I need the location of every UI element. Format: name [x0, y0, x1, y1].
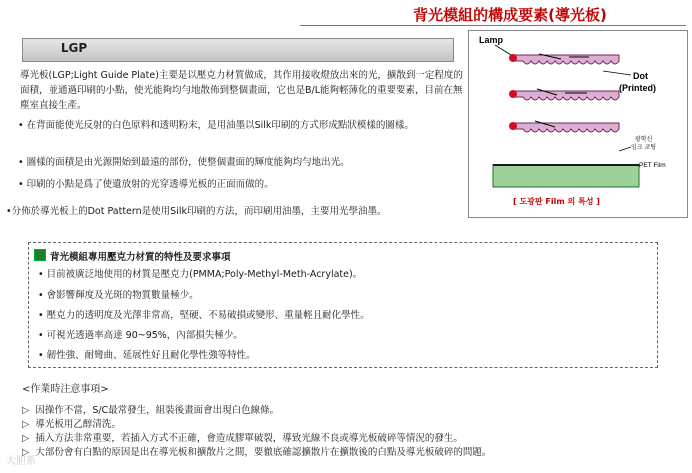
light-guide-plate-1: [513, 54, 619, 64]
dot-leader: [603, 71, 631, 75]
pet-film-shape: [493, 165, 639, 187]
requirement-item-1: • 目前被廣泛地使用的材質是壓克力(PMMA;Poly-Methyl-Meth-Acrylate)。: [38, 269, 363, 280]
green-square-icon: [34, 249, 46, 261]
requirement-item-3: • 壓克力的透明度及光澤非常高，堅硬、不易破損或變形、重量輕且耐化學性。: [38, 310, 370, 321]
lamp-label: Lamp: [479, 35, 504, 45]
notes-title: <作業時注意事項>: [22, 384, 109, 395]
title-divider: [300, 25, 686, 26]
requirement-item-2: • 會影響輝度及光斑的物質數量極少。: [38, 290, 199, 301]
note-text-4: 大部份會有白點的原因是出在導光板和擴散片之間，要徹底確認擴散片在擴散後的白點及導光板破碎的問題。: [35, 447, 492, 458]
lamp-leader: [495, 45, 511, 55]
requirement-item-4: • 可視光透過率高達 90~95%，內部損失極少。: [38, 330, 243, 341]
lgp-header-bar: [22, 38, 454, 62]
pet-film-label: PET Film: [639, 162, 666, 169]
coating-leader: [619, 147, 631, 151]
lgp-bullet-3: • 印刷的小點是爲了使遺放射的光穿透導光板的正面而做的。: [18, 179, 274, 190]
watermark: 大胆系: [6, 456, 36, 467]
lamp-icon-1: [509, 54, 517, 62]
lamp-icon-3: [509, 122, 517, 130]
diagram-caption: [ 도광판 Film 의 특성 ]: [513, 197, 600, 206]
requirement-item-5: • 韌性強、耐彎曲、延展性好且耐化學性強等特性。: [38, 350, 256, 361]
dot-pattern-note: •分佈於導光板上的Dot Pattern是使用Silk印刷的方法，而印刷用油墨，主要用光學油墨。: [6, 206, 387, 217]
triangle-bullet-icon: ▷: [22, 405, 30, 416]
triangle-bullet-icon: ▷: [22, 447, 30, 458]
note-text-2: 導光板用乙醇清洗。: [35, 419, 121, 430]
note-item-2: [22, 418, 121, 431]
lgp-bullet-2: • 圖樣的面積是由光源開始到最遠的部份，使整個畫面的輝度能夠均勻地出光。: [18, 157, 350, 168]
lgp-label: LGP: [60, 41, 88, 55]
note-text-1: 因操作不當，S/C最常發生，組裝後畫面會出現白色線條。: [35, 405, 280, 416]
requirements-heading-text: 背光模組專用壓克力材質的特性及要求事項: [50, 252, 231, 263]
coating-label-line1: 광학신: [635, 136, 653, 143]
lgp-diagram-svg: [469, 31, 687, 217]
note-item-1: [22, 404, 279, 417]
lgp-intro: 導光板(LGP;Light Guide Plate)主要是以壓克力材質做成，其作用接收燈放出來的光，擴散到一定程度的面積，並通過印刷的小點，使光能夠均勻地散佈到整個畫面，它也是B/L能夠輕薄化的重要要素，目前在無塵室直接生產。: [20, 70, 463, 111]
lgp-diagram: [468, 30, 688, 218]
note-text-3: 插入方法非常重要，若插入方式不正確，會造成膠單破裂，導致光線不良或導光板破碎等情況的發生。: [35, 433, 463, 444]
note-item-4: [22, 446, 491, 459]
printed-label: (Printed): [619, 83, 656, 93]
lamp-icon-2: [509, 90, 517, 98]
page-title: 背光模組的構成要素(導光板): [413, 6, 607, 24]
triangle-bullet-icon: ▷: [22, 433, 30, 444]
requirements-heading: [34, 249, 231, 263]
light-guide-plate-2: [513, 89, 619, 100]
triangle-bullet-icon: ▷: [22, 419, 30, 430]
note-item-3: [22, 432, 463, 445]
coating-label-line2: 잉크 코팅: [631, 144, 657, 151]
lgp-bullet-1: • 在背面能使光反射的白色原料和透明粉末，是用油墨以Silk印刷的方式形成點狀模樣的圖樣。: [18, 120, 414, 131]
dot-label: Dot: [633, 71, 648, 81]
light-guide-plate-3: [513, 121, 619, 132]
